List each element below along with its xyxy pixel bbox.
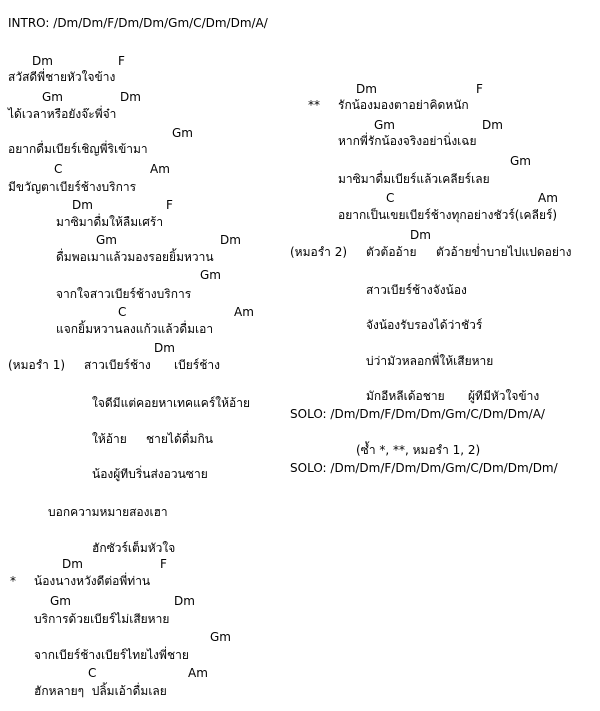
lyric-line: อยากดื่มเบียร์เชิญพี่ริเข้ามา — [8, 142, 148, 156]
chord: Dm — [410, 228, 431, 242]
solo-line: SOLO: /Dm/Dm/F/Dm/Dm/Gm/C/Dm/Dm/A/ — [290, 407, 545, 421]
chord: Gm — [374, 118, 395, 132]
chord: C — [386, 191, 395, 205]
lyric-line: บริการด้วยเบียร์ไม่เสียหาย — [34, 612, 170, 626]
intro-line: INTRO: /Dm/Dm/F/Dm/Dm/Gm/C/Dm/Dm/A/ — [8, 16, 268, 30]
marker: * — [10, 574, 16, 588]
lyric-line: แจกยิ้มหวานลงแก้วแล้วดื่มเอา — [56, 322, 214, 336]
chord: Dm — [356, 82, 377, 96]
section-label: (หมอรำ 2) — [290, 245, 348, 259]
lyric-line: อยากเป็นเขยเบียร์ช้างทุกอย่างชัวร์(เคลียร์) — [338, 208, 558, 222]
lyric-line: ตัวต้ออ้าย — [366, 245, 417, 259]
chord: Gm — [510, 154, 531, 168]
chord: Gm — [50, 594, 71, 608]
chord: F — [160, 557, 167, 571]
chord: Am — [188, 666, 208, 680]
lyric-line: ให้อ้าย — [92, 432, 127, 446]
lyric-line: ได้เวลาหรือยังจ๊ะพี่จ๋า — [8, 107, 117, 121]
lyric-line: หากพี่รักน้องจริงอย่านิ่งเฉย — [338, 134, 477, 148]
chord: Am — [234, 305, 254, 319]
chord: F — [476, 82, 483, 96]
chord: Gm — [96, 233, 117, 247]
lyric-line: ผู้ทีมีหัวใจข้าง — [468, 389, 540, 403]
lyric-line: รักน้องมองตาอย่าคิดหนัก — [338, 98, 469, 112]
lyric-line: บ่ว่ามัวหลอกพี่ให้เสียหาย — [366, 354, 494, 368]
marker: ** — [308, 98, 320, 112]
chord: Gm — [200, 268, 221, 282]
chord: Gm — [172, 126, 193, 140]
chord: Gm — [42, 90, 63, 104]
lyric-line: จังน้องรับรองได้ว่าชัวร์ — [366, 318, 483, 332]
chord: Dm — [62, 557, 83, 571]
lyric-line: จากเบียร์ช้างเบียร์ไทยไงพี่ชาย — [34, 648, 189, 662]
lyric-line: ฮักหลายๆ ปลิ้มเอ้าดื่มเลย — [34, 684, 167, 698]
lyric-line: บอกความหมายสองเฮา — [48, 505, 168, 519]
lyric-line: เบียร์ช้าง — [174, 358, 220, 372]
lyric-line: ชายได้ดื่มกิน — [146, 432, 213, 446]
section-label: (หมอรำ 1) — [8, 358, 66, 372]
lyric-line: ฮักซัวร์เต็มหัวใจ — [92, 541, 176, 555]
lyric-line: น้องนางหวังดีต่อพี่ท่าน — [34, 574, 151, 588]
repeat-note: (ซ้ำ *, **, หมอรำ 1, 2) — [356, 443, 481, 457]
chord: Gm — [210, 630, 231, 644]
lyric-line: มักอีหลีเด้อชาย — [366, 389, 445, 403]
chord: Am — [150, 162, 170, 176]
lyric-line: มีขวัญตาเบียร์ช้างบริการ — [8, 180, 137, 194]
chord: Dm — [32, 54, 53, 68]
lyric-line: มาซิมาดื่มเบียร์แล้วเคลียร์เลย — [338, 172, 490, 186]
lyric-line: มาซิมาดื่มให้ลืมเศร้า — [56, 215, 164, 229]
lyric-line: น้องผู้ทีบริ่นส่งอวนซาย — [92, 467, 208, 481]
lyric-line: จากใจสาวเบียร์ช้างบริการ — [56, 287, 192, 301]
chord: C — [118, 305, 127, 319]
lyric-line: ตัวอ้ายข่ำบายไปแปดอย่าง — [436, 245, 572, 259]
lyric-line: สวัสดีพี่ชายหัวใจข้าง — [8, 70, 116, 84]
lyric-line: สาวเบียร์ช้างจังน้อง — [366, 283, 467, 297]
lyric-line: ดื่มพอเมาแล้วมองรอยยิ้มหวาน — [56, 250, 214, 264]
chord: Dm — [154, 341, 175, 355]
chord: Dm — [72, 198, 93, 212]
chord: Am — [538, 191, 558, 205]
chord: C — [54, 162, 63, 176]
lyric-line: สาวเบียร์ช้าง — [84, 358, 151, 372]
chord: F — [118, 54, 125, 68]
solo-line: SOLO: /Dm/Dm/F/Dm/Dm/Gm/C/Dm/Dm/Dm/ — [290, 461, 558, 475]
chord: Dm — [482, 118, 503, 132]
chord: C — [88, 666, 97, 680]
chord: F — [166, 198, 173, 212]
chord: Dm — [174, 594, 195, 608]
chord: Dm — [120, 90, 141, 104]
chord: Dm — [220, 233, 241, 247]
lyric-line: ใจดีมีแต่คอยหาเทคแคร์ให้อ้าย — [92, 396, 251, 410]
